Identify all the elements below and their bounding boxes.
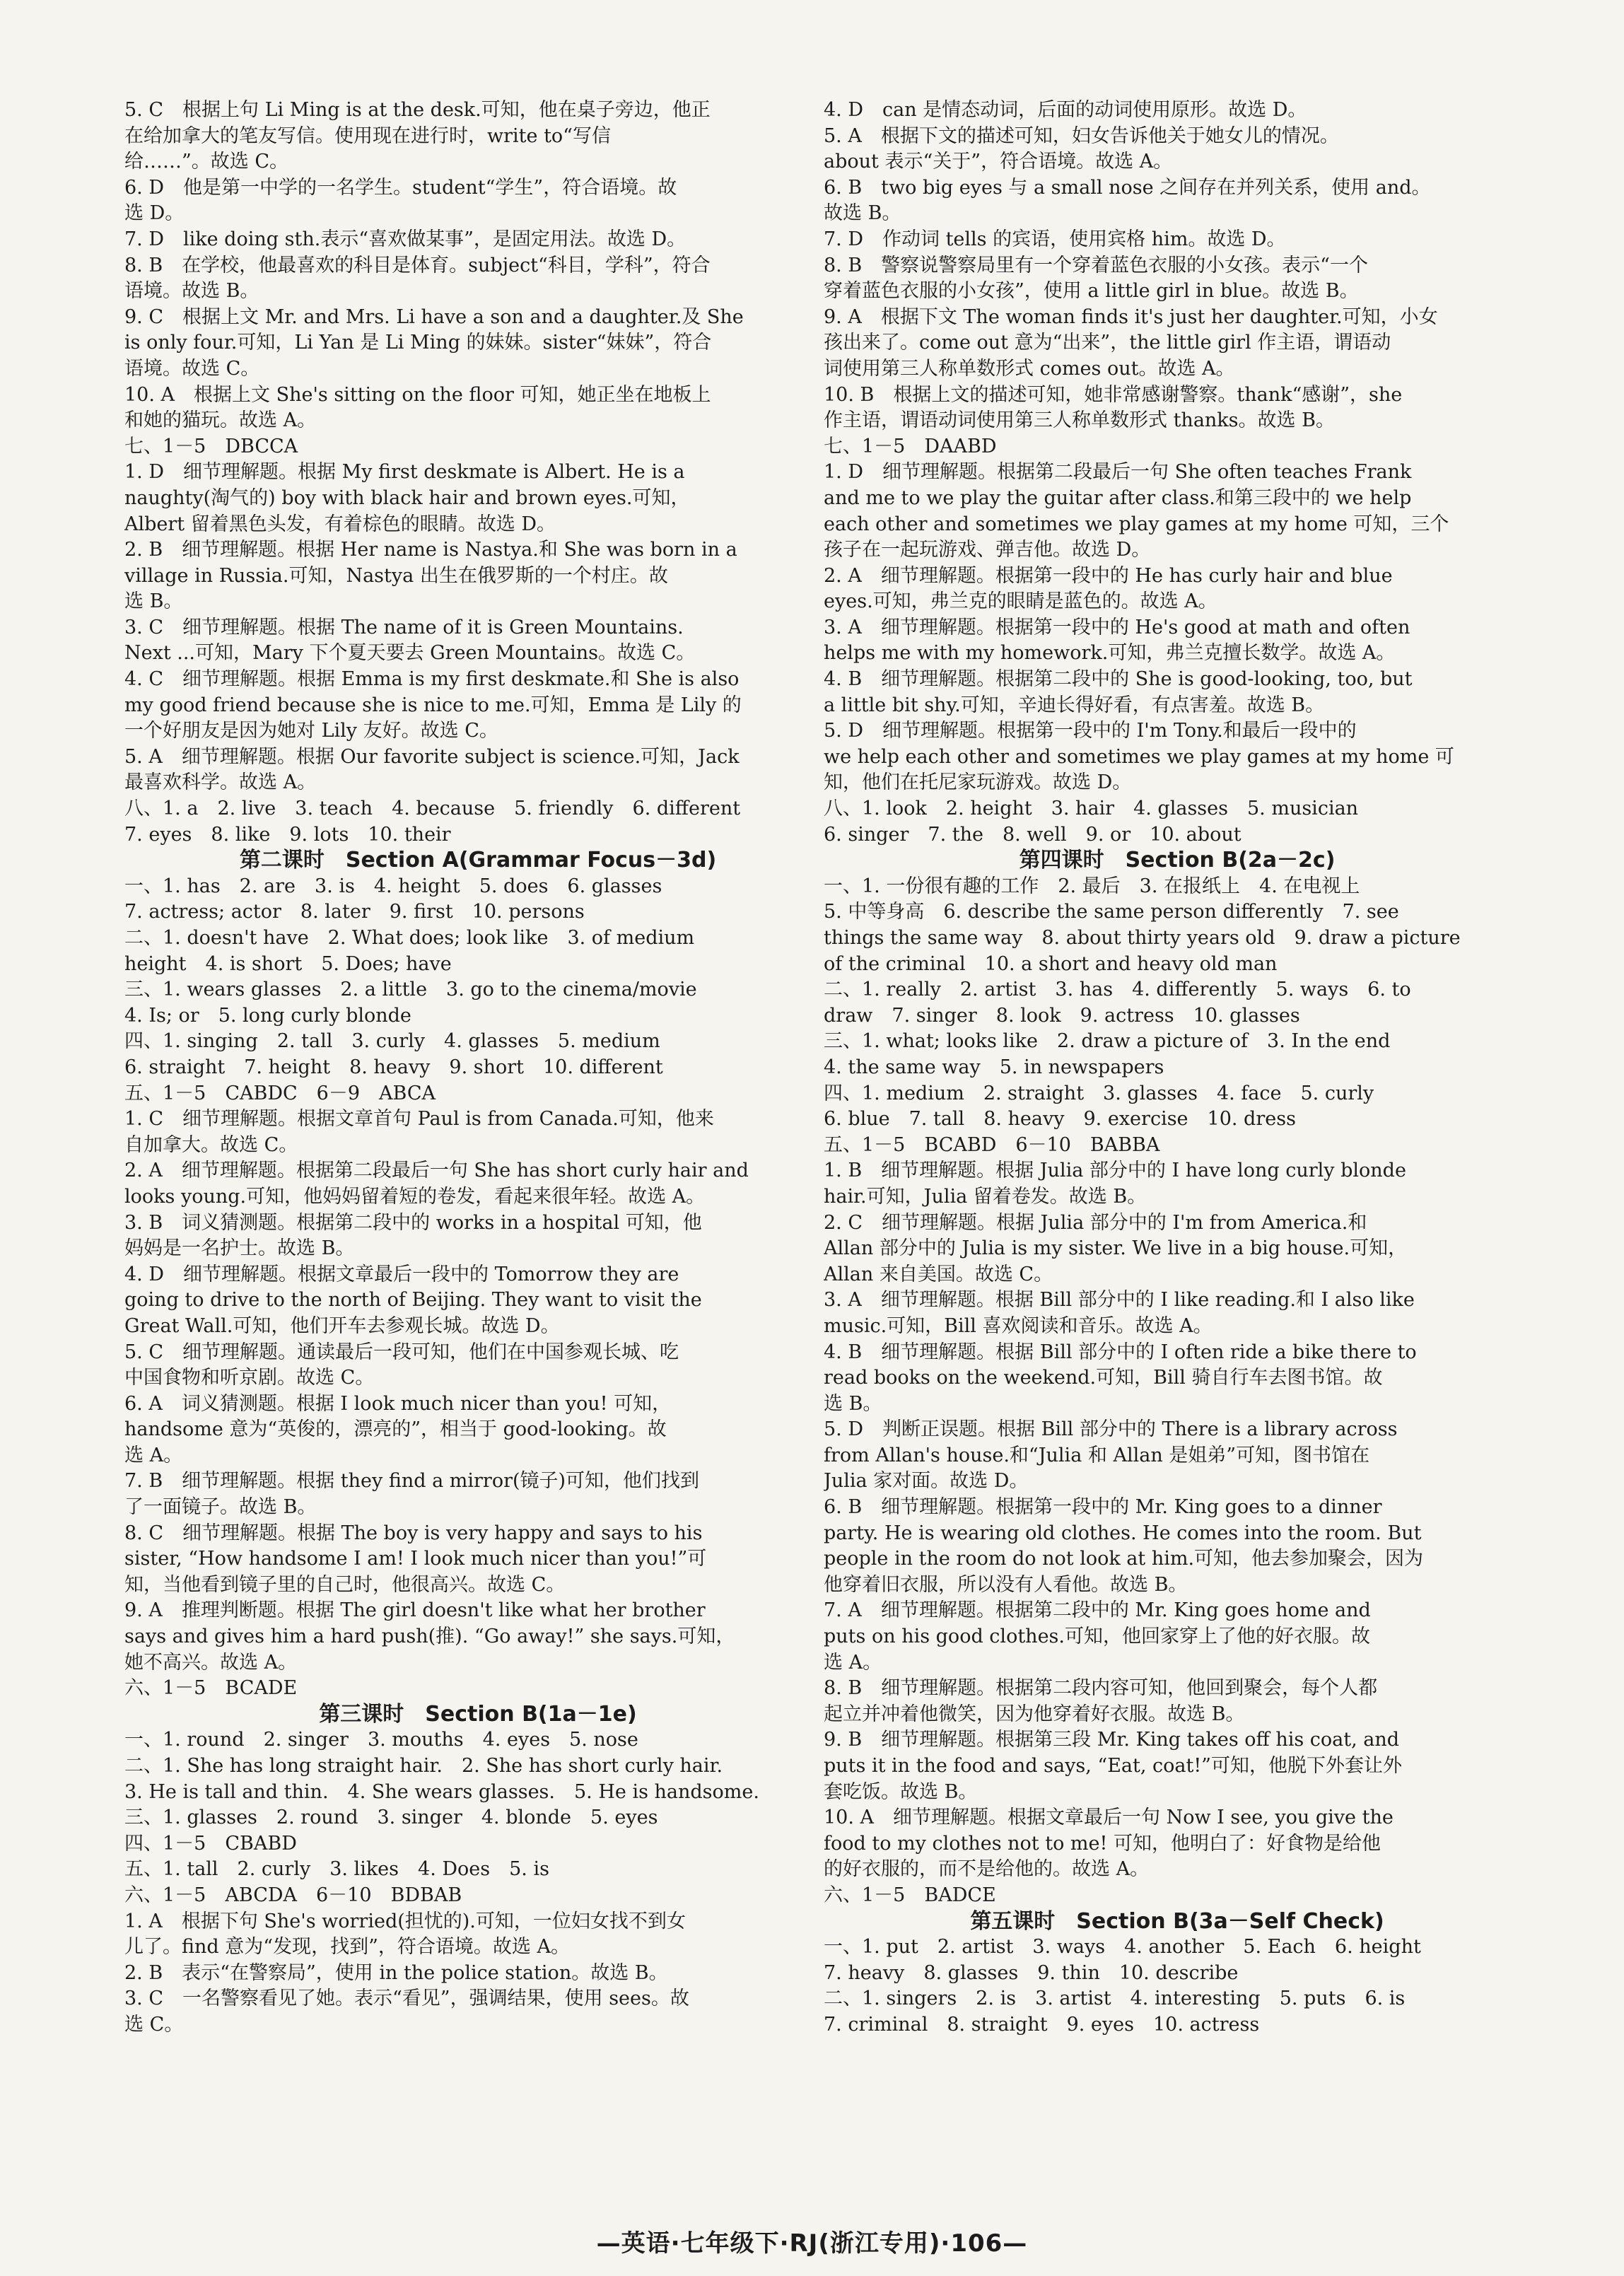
answer-line: 一、1. put 2. artist 3. ways 4. another 5. Each 6. height bbox=[824, 1936, 1421, 1959]
answer-line: 8. C 细节理解题。根据 The boy is very happy and says to his bbox=[124, 1522, 703, 1544]
answer-line: 7. D 作动词 tells 的宾语，使用宾格 him。故选 D。 bbox=[824, 228, 1286, 250]
answer-line: sister, “How handsome I am! I look much nicer than you!”可 bbox=[124, 1548, 707, 1570]
answer-line: 四、1. medium 2. straight 3. glasses 4. face 5. curly bbox=[824, 1082, 1374, 1104]
answer-line: 中国食物和听京剧。故选 C。 bbox=[124, 1367, 375, 1389]
answer-line: 7. A 细节理解题。根据第二段中的 Mr. King goes home and bbox=[824, 1599, 1371, 1622]
left-column bbox=[124, 98, 831, 2038]
answer-line: 知，他们在托尼家玩游戏。故选 D。 bbox=[824, 771, 1132, 794]
answer-line: 2. A 细节理解题。根据第一段中的 He has curly hair and blue bbox=[824, 564, 1393, 587]
section-heading: 第四课时 Section B(2a－2c) bbox=[1019, 848, 1336, 873]
answer-line: Allan 部分中的 Julia is my sister. We live in a big house.可知， bbox=[824, 1237, 1408, 1260]
answer-line: 了一面镜子。故选 B。 bbox=[124, 1496, 317, 1519]
answer-line: from Allan's house.和“Julia 和 Allan 是姐弟”可知，图书馆在 bbox=[824, 1444, 1370, 1466]
answer-line: 8. B 警察说警察局里有一个穿着蓝色衣服的小女孩。表示“一个 bbox=[824, 254, 1368, 276]
answer-line: 8. B 细节理解题。根据第二段内容可知，他回到聚会，每个人都 bbox=[824, 1677, 1378, 1700]
answer-line: 孩子在一起玩游戏、弹吉他。故选 D。 bbox=[824, 539, 1151, 561]
answer-line: 一、1. has 2. are 3. is 4. height 5. does 6. glasses bbox=[124, 875, 662, 897]
answer-line: Julia 家对面。故选 D。 bbox=[824, 1470, 1029, 1493]
answer-line: 7. D like doing sth.表示“喜欢做某事”，是固定用法。故选 D。 bbox=[124, 228, 687, 250]
answer-line: 2. B 表示“在警察局”，使用 in the police station。故选 B。 bbox=[124, 1961, 668, 1984]
answer-line: party. He is wearing old clothes. He comes into the room. But bbox=[824, 1522, 1422, 1544]
answer-line: 他穿着旧衣服，所以没有人看他。故选 B。 bbox=[824, 1573, 1188, 1596]
answer-line: 作主语，谓语动词使用第三人称单数形式 thanks。故选 B。 bbox=[824, 409, 1335, 432]
answer-line: 词使用第三人称单数形式 comes out。故选 A。 bbox=[824, 357, 1235, 380]
answer-line: puts on his good clothes.可知，他回家穿上了他的好衣服。故 bbox=[824, 1626, 1370, 1648]
answer-line: 三、1. what; looks like 2. draw a picture of 3. In the end bbox=[824, 1030, 1391, 1053]
answer-line: 二、1. really 2. artist 3. has 4. differently 5. ways 6. to bbox=[824, 979, 1411, 1001]
answer-line: 故选 B。 bbox=[824, 202, 901, 225]
answer-line: is only four.可知，Li Yan 是 Li Ming 的妹妹。sister“妹妹”，符合 bbox=[124, 332, 712, 354]
answer-line: 7. eyes 8. like 9. lots 10. their bbox=[124, 823, 451, 846]
answer-line: 6. blue 7. tall 8. heavy 9. exercise 10. dress bbox=[824, 1108, 1296, 1131]
answer-line: 7. B 细节理解题。根据 they find a mirror(镜子)可知，他们找到 bbox=[124, 1470, 700, 1493]
answer-line: 七、1－5 DAABD bbox=[824, 435, 997, 457]
answer-line: going to drive to the north of Beijing. They want to visit the bbox=[124, 1289, 702, 1312]
answer-line: 5. C 根据上句 Li Ming is at the desk.可知，他在桌子旁边，他正 bbox=[124, 99, 711, 121]
answer-line: 五、1－5 CABDC 6－9 ABCA bbox=[124, 1082, 436, 1104]
answer-line: people in the room do not look at him.可知，他去参加聚会，因为 bbox=[824, 1548, 1424, 1570]
answer-line: 10. A 细节理解题。根据文章最后一句 Now I see, you give the bbox=[824, 1807, 1394, 1829]
answer-line: naughty(淘气的) boy with black hair and brown eyes.可知， bbox=[124, 486, 690, 509]
answer-line: 她不高兴。故选 A。 bbox=[124, 1651, 298, 1674]
answer-line: 一个好朋友是因为她对 Lily 友好。故选 C。 bbox=[124, 720, 498, 742]
answer-line: height 4. is short 5. Does; have bbox=[124, 952, 452, 975]
answer-line: 妈妈是一名护士。故选 B。 bbox=[124, 1237, 355, 1260]
answer-line: village in Russia.可知，Nastya 出生在俄罗斯的一个村庄。故 bbox=[124, 564, 668, 587]
answer-line: 1. A 根据下句 She's worried(担忧的).可知，一位妇女找不到女 bbox=[124, 1910, 686, 1932]
answer-line: 2. B 细节理解题。根据 Her name is Nastya.和 She was born in a bbox=[124, 539, 737, 561]
answer-line: 6. straight 7. height 8. heavy 9. short 10. different bbox=[124, 1056, 663, 1078]
answer-line: and me to we play the guitar after class.和第三段中的 we help bbox=[824, 486, 1412, 509]
section-heading: 第三课时 Section B(1a－1e) bbox=[319, 1701, 637, 1727]
answer-line: 选 A。 bbox=[824, 1651, 882, 1674]
section-heading: 第二课时 Section A(Grammar Focus－3d) bbox=[239, 848, 717, 873]
answer-line: 一、1. 一份很有趣的工作 2. 最后 3. 在报纸上 4. 在电视上 bbox=[824, 875, 1360, 897]
answer-line: 套吃饭。故选 B。 bbox=[824, 1780, 978, 1803]
answer-line: hair.可知，Julia 留着卷发。故选 B。 bbox=[824, 1185, 1147, 1208]
right-column bbox=[824, 98, 1531, 2038]
answer-line: of the criminal 10. a short and heavy old man bbox=[824, 952, 1278, 975]
answer-line: 4. B 细节理解题。根据第二段中的 She is good-looking, too, but bbox=[824, 668, 1413, 691]
answer-line: 5. A 细节理解题。根据 Our favorite subject is science.可知，Jack bbox=[124, 745, 740, 768]
answer-line: draw 7. singer 8. look 9. actress 10. glasses bbox=[824, 1004, 1300, 1027]
answer-line: 六、1－5 BCADE bbox=[124, 1677, 298, 1700]
answer-line: 3. A 细节理解题。根据 Bill 部分中的 I like reading.和 I also like bbox=[824, 1289, 1415, 1312]
section-heading: 第五课时 Section B(3a－Self Check) bbox=[970, 1908, 1384, 1934]
answer-line: 3. C 细节理解题。根据 The name of it is Green Mountains. bbox=[124, 616, 684, 638]
answer-line: 3. A 细节理解题。根据第一段中的 He's good at math and often bbox=[824, 616, 1410, 638]
answer-line: 五、1－5 BCABD 6－10 BABBA bbox=[824, 1133, 1160, 1156]
answer-line: 在给加拿大的笔友写信。使用现在进行时，write to“写信 bbox=[124, 124, 611, 147]
answer-line: 4. D can 是情态动词，后面的动词使用原形。故选 D。 bbox=[824, 99, 1307, 121]
answer-line: 4. B 细节理解题。根据 Bill 部分中的 I often ride a bike there to bbox=[824, 1341, 1417, 1363]
answer-line: 1. D 细节理解题。根据第二段最后一句 She often teaches Frank bbox=[824, 461, 1412, 484]
answer-line: 选 A。 bbox=[124, 1444, 183, 1466]
answer-line: 3. B 词义猜测题。根据第二段中的 works in a hospital 可知，他 bbox=[124, 1211, 702, 1234]
answer-line: 4. Is; or 5. long curly blonde bbox=[124, 1004, 411, 1027]
answer-line: 5. 中等身高 6. describe the same person differently 7. see bbox=[824, 901, 1399, 923]
answer-line: 七、1－5 DBCCA bbox=[124, 435, 298, 457]
answer-line: 6. B two big eyes 与 a small nose 之间存在并列关系，使用 and。 bbox=[824, 176, 1431, 199]
answer-line: says and gives him a hard push(推). “Go away!” she says.可知， bbox=[124, 1626, 735, 1648]
answer-line: read books on the weekend.可知，Bill 骑自行车去图书馆。故 bbox=[824, 1367, 1383, 1389]
answer-line: 自加拿大。故选 C。 bbox=[124, 1133, 298, 1156]
answer-line: 6. B 细节理解题。根据第一段中的 Mr. King goes to a dinner bbox=[824, 1496, 1382, 1519]
answer-line: 知，当他看到镜子里的自己时，他很高兴。故选 C。 bbox=[124, 1573, 566, 1596]
answer-line: puts it in the food and says, “Eat, coat!”可知，他脱下外套让外 bbox=[824, 1755, 1402, 1777]
answer-line: 6. A 词义猜测题。根据 I look much nicer than you! 可知， bbox=[124, 1392, 672, 1415]
answer-line: 5. A 根据下文的描述可知，妇女告诉他关于她女儿的情况。 bbox=[824, 124, 1339, 147]
answer-line: 7. heavy 8. glasses 9. thin 10. describe bbox=[824, 1961, 1239, 1984]
answer-line: 起立并冲着他微笑，因为他穿着好衣服。故选 B。 bbox=[824, 1703, 1245, 1725]
answer-line: 六、1－5 ABCDA 6－10 BDBAB bbox=[124, 1884, 462, 1906]
answer-line: 3. He is tall and thin. 4. She wears glasses. 5. He is handsome. bbox=[124, 1780, 759, 1803]
answer-line: 10. B 根据上文的描述可知，她非常感谢警察。thank“感谢”，she bbox=[824, 383, 1403, 406]
answer-line: 1. D 细节理解题。根据 My first deskmate is Albert. He is a bbox=[124, 461, 685, 484]
answer-line: 给……”。故选 C。 bbox=[124, 151, 289, 173]
answer-line: 4. D 细节理解题。根据文章最后一段中的 Tomorrow they are bbox=[124, 1263, 679, 1285]
answer-line: a little bit shy.可知，辛迪长得好看，有点害羞。故选 B。 bbox=[824, 694, 1325, 716]
answer-line: 选 D。 bbox=[124, 202, 185, 225]
answer-line: 2. C 细节理解题。根据 Julia 部分中的 I'm from America.和 bbox=[824, 1211, 1367, 1234]
answer-line: 四、1. singing 2. tall 3. curly 4. glasses 5. medium bbox=[124, 1030, 660, 1053]
answer-line: eyes.可知，弗兰克的眼睛是蓝色的。故选 A。 bbox=[824, 590, 1217, 613]
answer-line: 五、1. tall 2. curly 3. likes 4. Does 5. is bbox=[124, 1858, 549, 1881]
answer-line: 四、1－5 CBABD bbox=[124, 1832, 297, 1855]
answer-line: 选 B。 bbox=[124, 590, 183, 613]
answer-line: music.可知，Bill 喜欢阅读和音乐。故选 A。 bbox=[824, 1314, 1213, 1337]
answer-line: 2. A 细节理解题。根据第二段最后一句 She has short curly hair and bbox=[124, 1160, 749, 1182]
answer-line: my good friend because she is nice to me.可知，Emma 是 Lily 的 bbox=[124, 694, 742, 716]
answer-line: 7. actress; actor 8. later 9. first 10. persons bbox=[124, 901, 585, 923]
answer-line: 10. A 根据上文 She's sitting on the floor 可知，她正坐在地板上 bbox=[124, 383, 711, 406]
answer-line: things the same way 8. about thirty years old 9. draw a picture bbox=[824, 927, 1461, 949]
answer-line: handsome 意为“英俊的，漂亮的”，相当于 good-looking。故 bbox=[124, 1418, 667, 1441]
answer-line: 4. C 细节理解题。根据 Emma is my first deskmate.和 She is also bbox=[124, 668, 740, 691]
answer-line: Albert 留着黑色头发，有着棕色的眼睛。故选 D。 bbox=[124, 513, 556, 535]
answer-line: 孩出来了。come out 意为“出来”，the little girl 作主语，谓语动 bbox=[824, 332, 1391, 354]
answer-line: 6. singer 7. the 8. well 9. or 10. about bbox=[824, 823, 1242, 846]
answer-line: 4. the same way 5. in newspapers bbox=[824, 1056, 1164, 1078]
answer-line: 选 B。 bbox=[824, 1392, 882, 1415]
answer-line: 二、1. singers 2. is 3. artist 4. interesting 5. puts 6. is bbox=[824, 1988, 1406, 2010]
page-footer: —英语·七年级下·RJ(浙江专用)·106— bbox=[596, 2229, 1028, 2258]
answer-line: 1. B 细节理解题。根据 Julia 部分中的 I have long curly blonde bbox=[824, 1160, 1406, 1182]
answer-line: 选 C。 bbox=[124, 2013, 184, 2036]
answer-line: 三、1. wears glasses 2. a little 3. go to the cinema/movie bbox=[124, 979, 697, 1001]
answer-line: 5. C 细节理解题。通读最后一段可知，他们在中国参观长城、吃 bbox=[124, 1341, 679, 1363]
answer-line: 语境。故选 C。 bbox=[124, 357, 260, 380]
answer-line: Great Wall.可知，他们开车去参观长城。故选 D。 bbox=[124, 1314, 560, 1337]
answer-line: 1. C 细节理解题。根据文章首句 Paul is from Canada.可知，他来 bbox=[124, 1108, 714, 1131]
answer-line: 5. D 细节理解题。根据第一段中的 I'm Tony.和最后一段中的 bbox=[824, 720, 1357, 742]
answer-line: Next ...可知，Mary 下个夏天要去 Green Mountains。故选 C。 bbox=[124, 642, 696, 665]
answer-line: 3. C 一名警察看见了她。表示“看见”，强调结果，使用 sees。故 bbox=[124, 1988, 689, 2010]
answer-line: 六、1－5 BADCE bbox=[824, 1884, 996, 1906]
answer-line: food to my clothes not to me! 可知，他明白了：好食物是给他 bbox=[824, 1832, 1381, 1855]
answer-line: 9. A 推理判断题。根据 The girl doesn't like what her brother bbox=[124, 1599, 706, 1622]
answer-line: 三、1. glasses 2. round 3. singer 4. blonde 5. eyes bbox=[124, 1807, 658, 1829]
answer-line: we help each other and sometimes we play games at my home 可 bbox=[824, 745, 1454, 768]
answer-line: 语境。故选 B。 bbox=[124, 280, 259, 303]
answer-line: 二、1. She has long straight hair. 2. She has short curly hair. bbox=[124, 1755, 723, 1777]
answer-line: 9. B 细节理解题。根据第三段 Mr. King takes off his coat, and bbox=[824, 1729, 1400, 1751]
answer-line: 儿了。find 意为“发现，找到”，符合语境。故选 A。 bbox=[124, 1936, 570, 1959]
answer-line: 二、1. doesn't have 2. What does; look like 3. of medium bbox=[124, 927, 695, 949]
answer-line: 穿着蓝色衣服的小女孩”，使用 a little girl in blue。故选 B。 bbox=[824, 280, 1359, 303]
answer-line: Allan 来自美国。故选 C。 bbox=[824, 1263, 1053, 1285]
answer-line: 9. A 根据下文 The woman finds it's just her daughter.可知，小女 bbox=[824, 305, 1438, 328]
answer-line: 一、1. round 2. singer 3. mouths 4. eyes 5. nose bbox=[124, 1729, 638, 1751]
answer-line: 8. B 在学校，他最喜欢的科目是体育。subject“科目，学科”，符合 bbox=[124, 254, 711, 276]
answer-line: 八、1. a 2. live 3. teach 4. because 5. friendly 6. different bbox=[124, 798, 741, 820]
answer-line: 和她的猫玩。故选 A。 bbox=[124, 409, 317, 432]
answer-line: looks young.可知，他妈妈留着短的卷发，看起来很年轻。故选 A。 bbox=[124, 1185, 706, 1208]
answer-line: about 表示“关于”，符合语境。故选 A。 bbox=[824, 151, 1173, 173]
answer-line: each other and sometimes we play games at my home 可知，三个 bbox=[824, 513, 1449, 535]
answer-line: 最喜欢科学。故选 A。 bbox=[124, 771, 317, 794]
answer-line: 5. D 判断正误题。根据 Bill 部分中的 There is a library across bbox=[824, 1418, 1398, 1441]
answer-line: 7. criminal 8. straight 9. eyes 10. actress bbox=[824, 2013, 1260, 2036]
answer-line: 6. D 他是第一中学的一名学生。student“学生”，符合语境。故 bbox=[124, 176, 677, 199]
answer-line: 9. C 根据上文 Mr. and Mrs. Li have a son and a daughter.及 She bbox=[124, 305, 744, 328]
answer-line: 八、1. look 2. height 3. hair 4. glasses 5. musician bbox=[824, 798, 1359, 820]
answer-line: 的好衣服的，而不是给他的。故选 A。 bbox=[824, 1858, 1150, 1881]
answer-line: helps me with my homework.可知，弗兰克擅长数学。故选 A。 bbox=[824, 642, 1396, 665]
